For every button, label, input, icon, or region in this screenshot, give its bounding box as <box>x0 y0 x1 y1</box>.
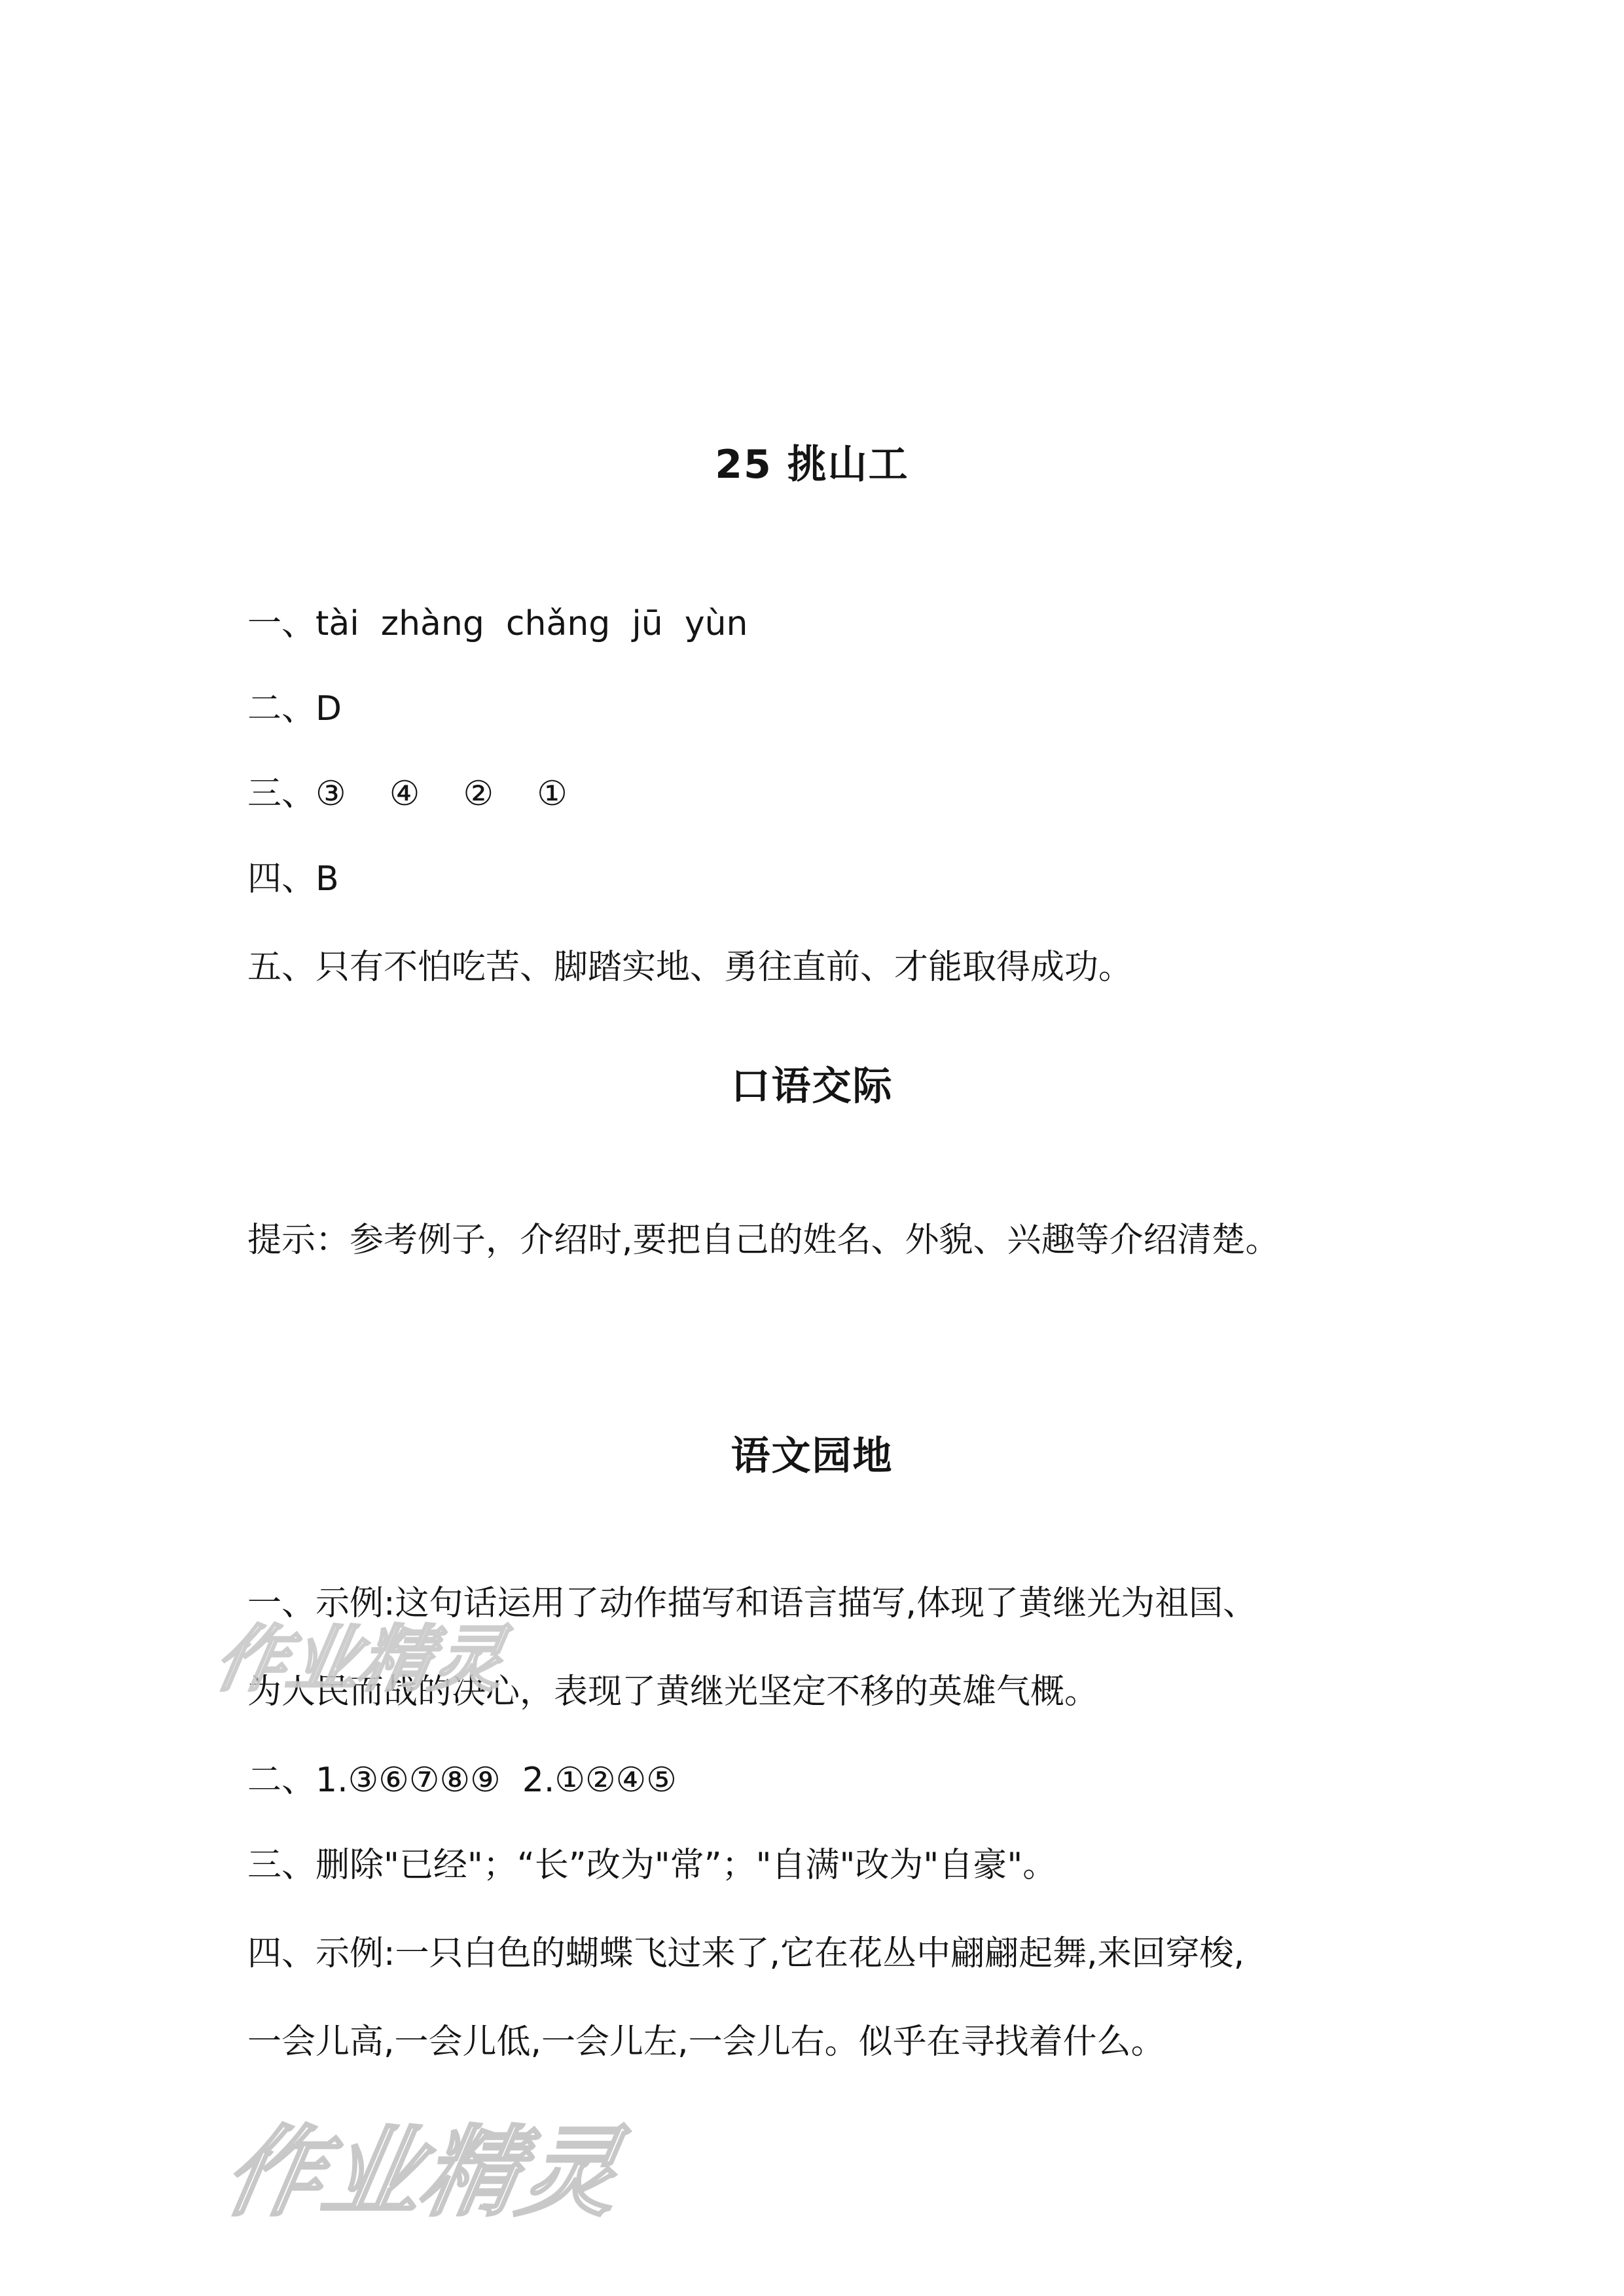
garden-line-4-cont <box>247 2019 1165 2065</box>
answer-line-4 <box>247 856 339 902</box>
garden-line-2 <box>247 1757 677 1803</box>
answer-text: 示例:一只白色的蝴蝶飞过来了,它在花丛中翩翩起舞,来回穿梭, <box>316 1934 1245 1973</box>
answer-text: D <box>316 689 342 728</box>
answer-text: 为人民而战的决心，表现了黄继光坚定不移的英雄气概。 <box>247 1672 1099 1712</box>
hint-line <box>247 1217 1280 1263</box>
answer-text: ③ ④ ② ① <box>316 774 568 814</box>
watermark: 作业精灵 <box>208 1617 512 1701</box>
answer-line-5 <box>247 944 1132 990</box>
answer-label: 一、 <box>247 1584 316 1623</box>
answer-label: 三、 <box>247 1846 316 1885</box>
answer-label: 四、 <box>247 859 316 899</box>
answer-text: tài zhàng chǎng jū yùn <box>316 604 748 643</box>
garden-line-3 <box>247 1842 1056 1888</box>
answer-line-1 <box>247 601 748 647</box>
section-title-chinese-garden: 语文园地 <box>731 1433 893 1479</box>
answer-text: B <box>316 859 339 899</box>
answer-label: 二、 <box>247 689 316 728</box>
watermark: 作业精灵 <box>215 2116 629 2230</box>
answer-label: 三、 <box>247 774 316 814</box>
garden-line-4 <box>247 1931 1244 1977</box>
answer-text: 只有不怕吃苦、脚踏实地、勇往直前、才能取得成功。 <box>316 948 1133 987</box>
answer-label: 二、 <box>247 1761 316 1800</box>
answer-label: 一、 <box>247 604 316 643</box>
hint-text: 提示：参考例子，介绍时,要把自己的姓名、外貌、兴趣等介绍清楚。 <box>247 1221 1280 1260</box>
section-title-lesson-25: 25 挑山工 <box>715 442 909 488</box>
answer-line-3 <box>247 771 568 817</box>
answer-text: 删除"已经"；“长”改为"常”；"自满"改为"自豪"。 <box>316 1846 1057 1885</box>
section-title-oral-communication: 口语交际 <box>731 1064 893 1109</box>
answer-label: 五、 <box>247 948 316 987</box>
answer-text: 1.③⑥⑦⑧⑨ 2.①②④⑤ <box>316 1761 677 1800</box>
answer-text: 一会儿高,一会儿低,一会儿左,一会儿右。似乎在寻找着什么。 <box>247 2022 1165 2062</box>
answer-label: 四、 <box>247 1934 316 1973</box>
answer-text: 示例:这句话运用了动作描写和语言描写,体现了黄继光为祖国、 <box>316 1584 1257 1623</box>
answer-line-2 <box>247 686 342 732</box>
